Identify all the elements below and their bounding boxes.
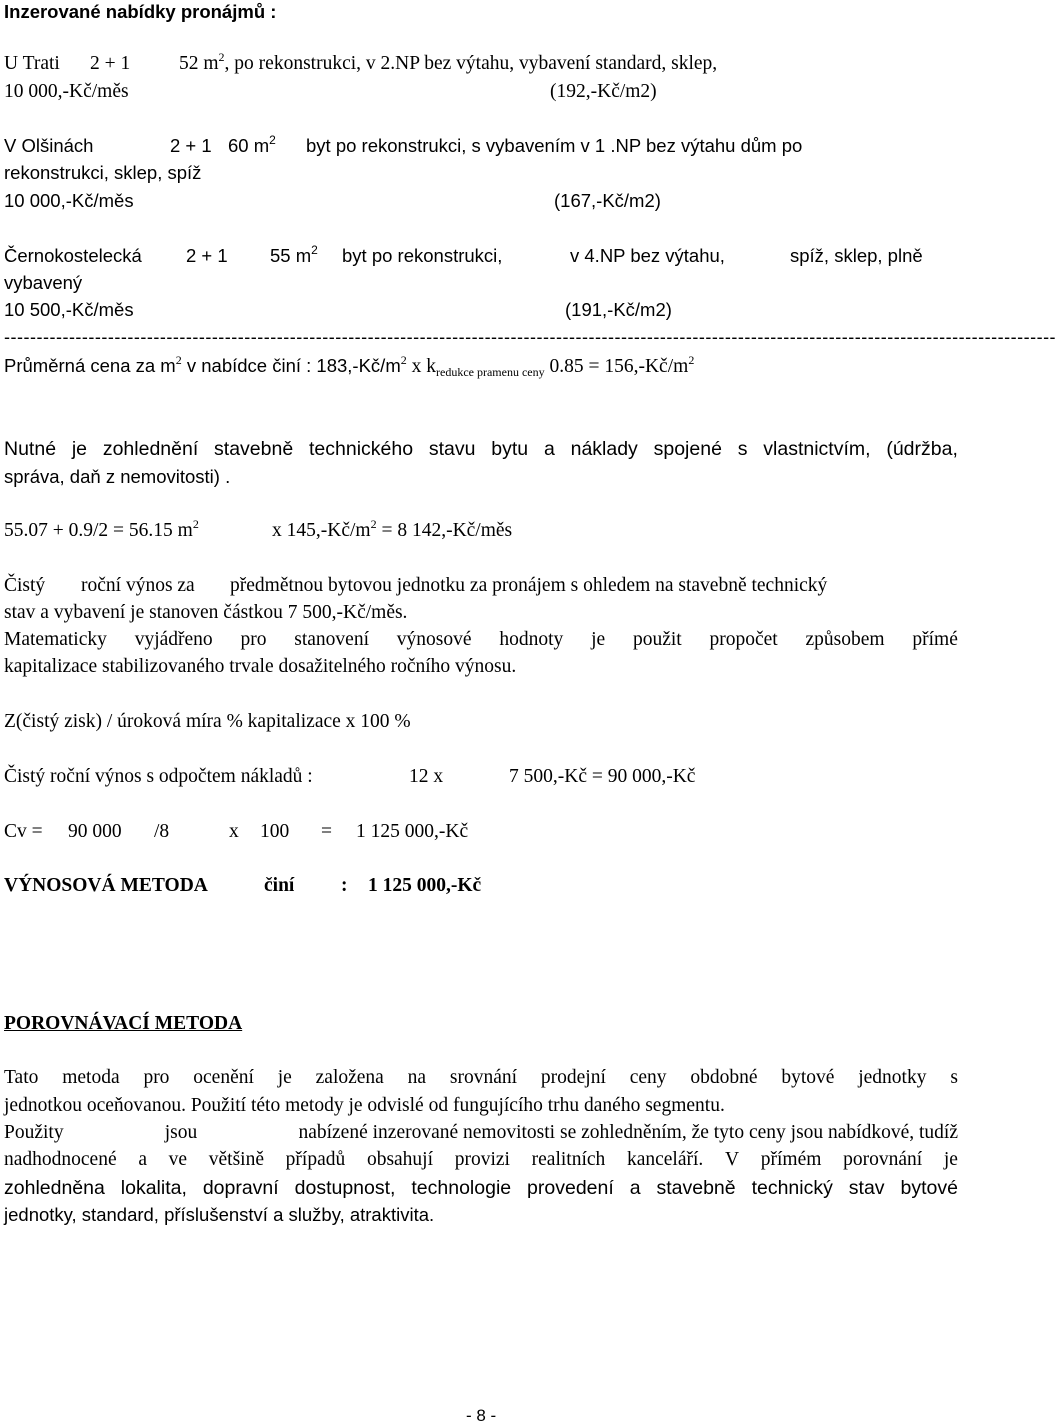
offer-1-rooms: 2 + 1: [90, 53, 131, 74]
offer-2-desc: byt po rekonstrukci, s vybavením v 1 .NP bez výtahu dům po: [306, 135, 803, 156]
offer-2-area: 60 $m^2$: [228, 133, 276, 156]
net-income-para-line-2: stav a vybavení je stanoven částkou 7 500,-Kč/měs.: [4, 602, 408, 623]
page-number: - 8 -: [466, 1406, 497, 1425]
average-price-line: Průměrná cena za $m^2$ v nabídce činí : $183,-Kč/m^2$ x $k_{redukce pramenu ceny}$ $0.85 = 156,-Kč/m^2$: [4, 353, 695, 379]
comparison-line-6: jednotky, standard, příslušenství a služby, atraktivita.: [4, 1204, 435, 1225]
offers-heading: Inzerované nabídky pronájmů :: [4, 1, 277, 22]
area-calc: 55.07 + 0.9/2 = 56.15 $m^2$: [4, 517, 199, 541]
comparison-line-5: zohledněna lokalita, dopravní dostupnost, technologie provedení a stavebně technický stav bytové: [4, 1177, 958, 1199]
offer-2-per-m2: (167,-Kč/m2): [554, 190, 661, 211]
capitalization-para-line-2: kapitalizace stabilizovaného trvale dosažitelného ročního výnosu.: [4, 656, 517, 677]
net-income-value: 7 500,-Kč = 90 000,-Kč: [509, 766, 696, 787]
offer-1-name: U Trati: [4, 53, 60, 74]
capitalization-formula: Z(čistý zisk) / úroková míra % kapitalizace x 100 %: [4, 711, 411, 732]
dashed-separator: ------------------------------------------------------------------------------------------------------------------------------------------------------------------: [4, 327, 1056, 347]
offer-3-desc-a: byt po rekonstrukci,: [342, 245, 503, 266]
offer-3-name: Černokostelecká: [4, 245, 142, 266]
comparison-line-1: Tato metoda pro ocenění je založena na srovnání prodejní ceny obdobné bytové jednotky s: [4, 1067, 958, 1088]
comparison-line-3: Použity jsou nabízené inzerované nemovitosti se zohledněním, že tyto ceny jsou nabídkové, tudíž: [4, 1122, 958, 1143]
offer-3-per-m2: (191,-Kč/m2): [565, 299, 672, 320]
offer-3-rooms: 2 + 1: [186, 245, 228, 266]
comparison-line-4: nadhodnocené a ve většině případů obsahují provizi realitních kanceláří. V přímém porovnání je: [4, 1149, 958, 1170]
offer-2-desc-line2: rekonstrukci, sklep, spíž: [4, 162, 202, 183]
note-line-2: správa, daň z nemovitosti) .: [4, 466, 231, 487]
offer-1-per-m2: (192,-Kč/m2): [550, 81, 657, 102]
offer-3-area: 55 $m^2$: [270, 243, 318, 266]
offer-3-price: 10 500,-Kč/měs: [4, 299, 134, 320]
offer-2-rooms: 2 + 1: [170, 135, 212, 156]
offer-1-area: 52 $m^2$, po rekonstrukci, v 2.NP bez výtahu, vybavení standard, sklep,: [179, 50, 718, 74]
monthly-rent-calc: x $145,-Kč/m^2 = 8$ 142,-Kč/měs: [272, 517, 513, 541]
comparison-line-2: jednotkou oceňovanou. Použití této metody je odvislé od fungujícího trhu daného segmentu.: [4, 1095, 725, 1116]
offer-1-price: 10 000,-Kč/měs: [4, 81, 129, 102]
net-income-multiplier: 12 x: [409, 766, 444, 787]
offer-3-desc-line2: vybavený: [4, 272, 83, 293]
offer-2-price: 10 000,-Kč/měs: [4, 190, 134, 211]
income-method-label: VÝNOSOVÁ METODA: [4, 875, 208, 896]
capitalization-para-line-1: Matematicky vyjádřeno pro stanovení výnosové hodnoty je použit propočet způsobem přímé: [4, 629, 958, 650]
net-income-label: Čistý roční výnos s odpočtem nákladů :: [4, 766, 313, 787]
document-page: Inzerované nabídky pronájmů : U Trati 2 + 1 52 $m^2$, po rekonstrukci, v 2.NP bez výtahu, vybavení standard, sklep, 10 000,-Kč/měs (192,-Kč/m2) V Olšinách 2 + 1 60 $m^2$ byt po rekonstrukci, s vybavením v 1 .NP bez výtahu dům po rekonstrukci, sklep, spíž 10 000,-Kč/měs (167,-Kč/m2) Černokostelecká 2 + 1 55 $m^2$ byt po rekonstrukci, v 4.NP bez výtahu, spíž, sklep, plně vybavený 10 500,-Kč/měs (191,-Kč/m2) ------------------------------------------------------------------------------------------------------------------------------------------------------------------ Průměrná cena za $m^2$ v nabídce činí : $183,-Kč/m^2$ x $k_{redukce pramenu ceny}$ $0.85 = 156,-Kč/m^2$ Nutné je zohlednění stavebně technického stavu bytu a náklady spojené s vlastnictvím, (údržba, správa, daň z nemovitosti) . 55.07 + 0.9/2 = 56.15 $m^2$ x $145,-Kč/m^2 = 8$ 142,-Kč/měs Čistý roční výnos za předmětnou bytovou jednotku za pronájem s ohledem na stavebně technický stav a vybavení je stanoven částkou 7 500,-Kč/měs. Matematicky vyjádřeno pro stanovení výnosové hodnoty je použit propočet způsobem přímé kapitalizace stabilizovaného trvale dosažitelného ročního výnosu. Z(čistý zisk) / úroková míra % kapitalizace x 100 % Čistý roční výnos s odpočtem nákladů : 12 x 7 500,-Kč = 90 000,-Kč Cv = 90 000 /8 x 100 = 1 125 000,-Kč VÝNOSOVÁ METODA činí : 1 125 000,-Kč POROVNÁVACÍ METODA Tato metoda pro ocenění je založena na srovnání prodejní ceny obdobné bytové jednotky s jednotkou oceňovanou. Použití této metody je odvislé od fungujícího trhu daného segmentu. Použity jsou nabízené inzerované nemovitosti se zohledněním, že tyto ceny jsou nabídkové, tudíž nadhodnocené a ve většině případů obsahují provizi realitních kanceláří. V přímém porovnání je zohledněna lokalita, dopravní dostupnost, technologie provedení a stavebně technický stav bytové jednotky, standard, příslušenství a služby, atraktivita. - 8 -: [4, 1, 1056, 1425]
offer-2-name: V Olšinách: [4, 135, 94, 156]
offer-3-desc-c: spíž, sklep, plně: [790, 245, 923, 266]
note-line-1: Nutné je zohlednění stavebně technického stavu bytu a náklady spojené s vlastnictvím, (údržba,: [4, 438, 958, 460]
offer-3-desc-b: v 4.NP bez výtahu,: [570, 245, 725, 266]
comparison-method-heading: POROVNÁVACÍ METODA: [4, 1013, 243, 1034]
income-method-value: 1 125 000,-Kč: [368, 875, 482, 896]
